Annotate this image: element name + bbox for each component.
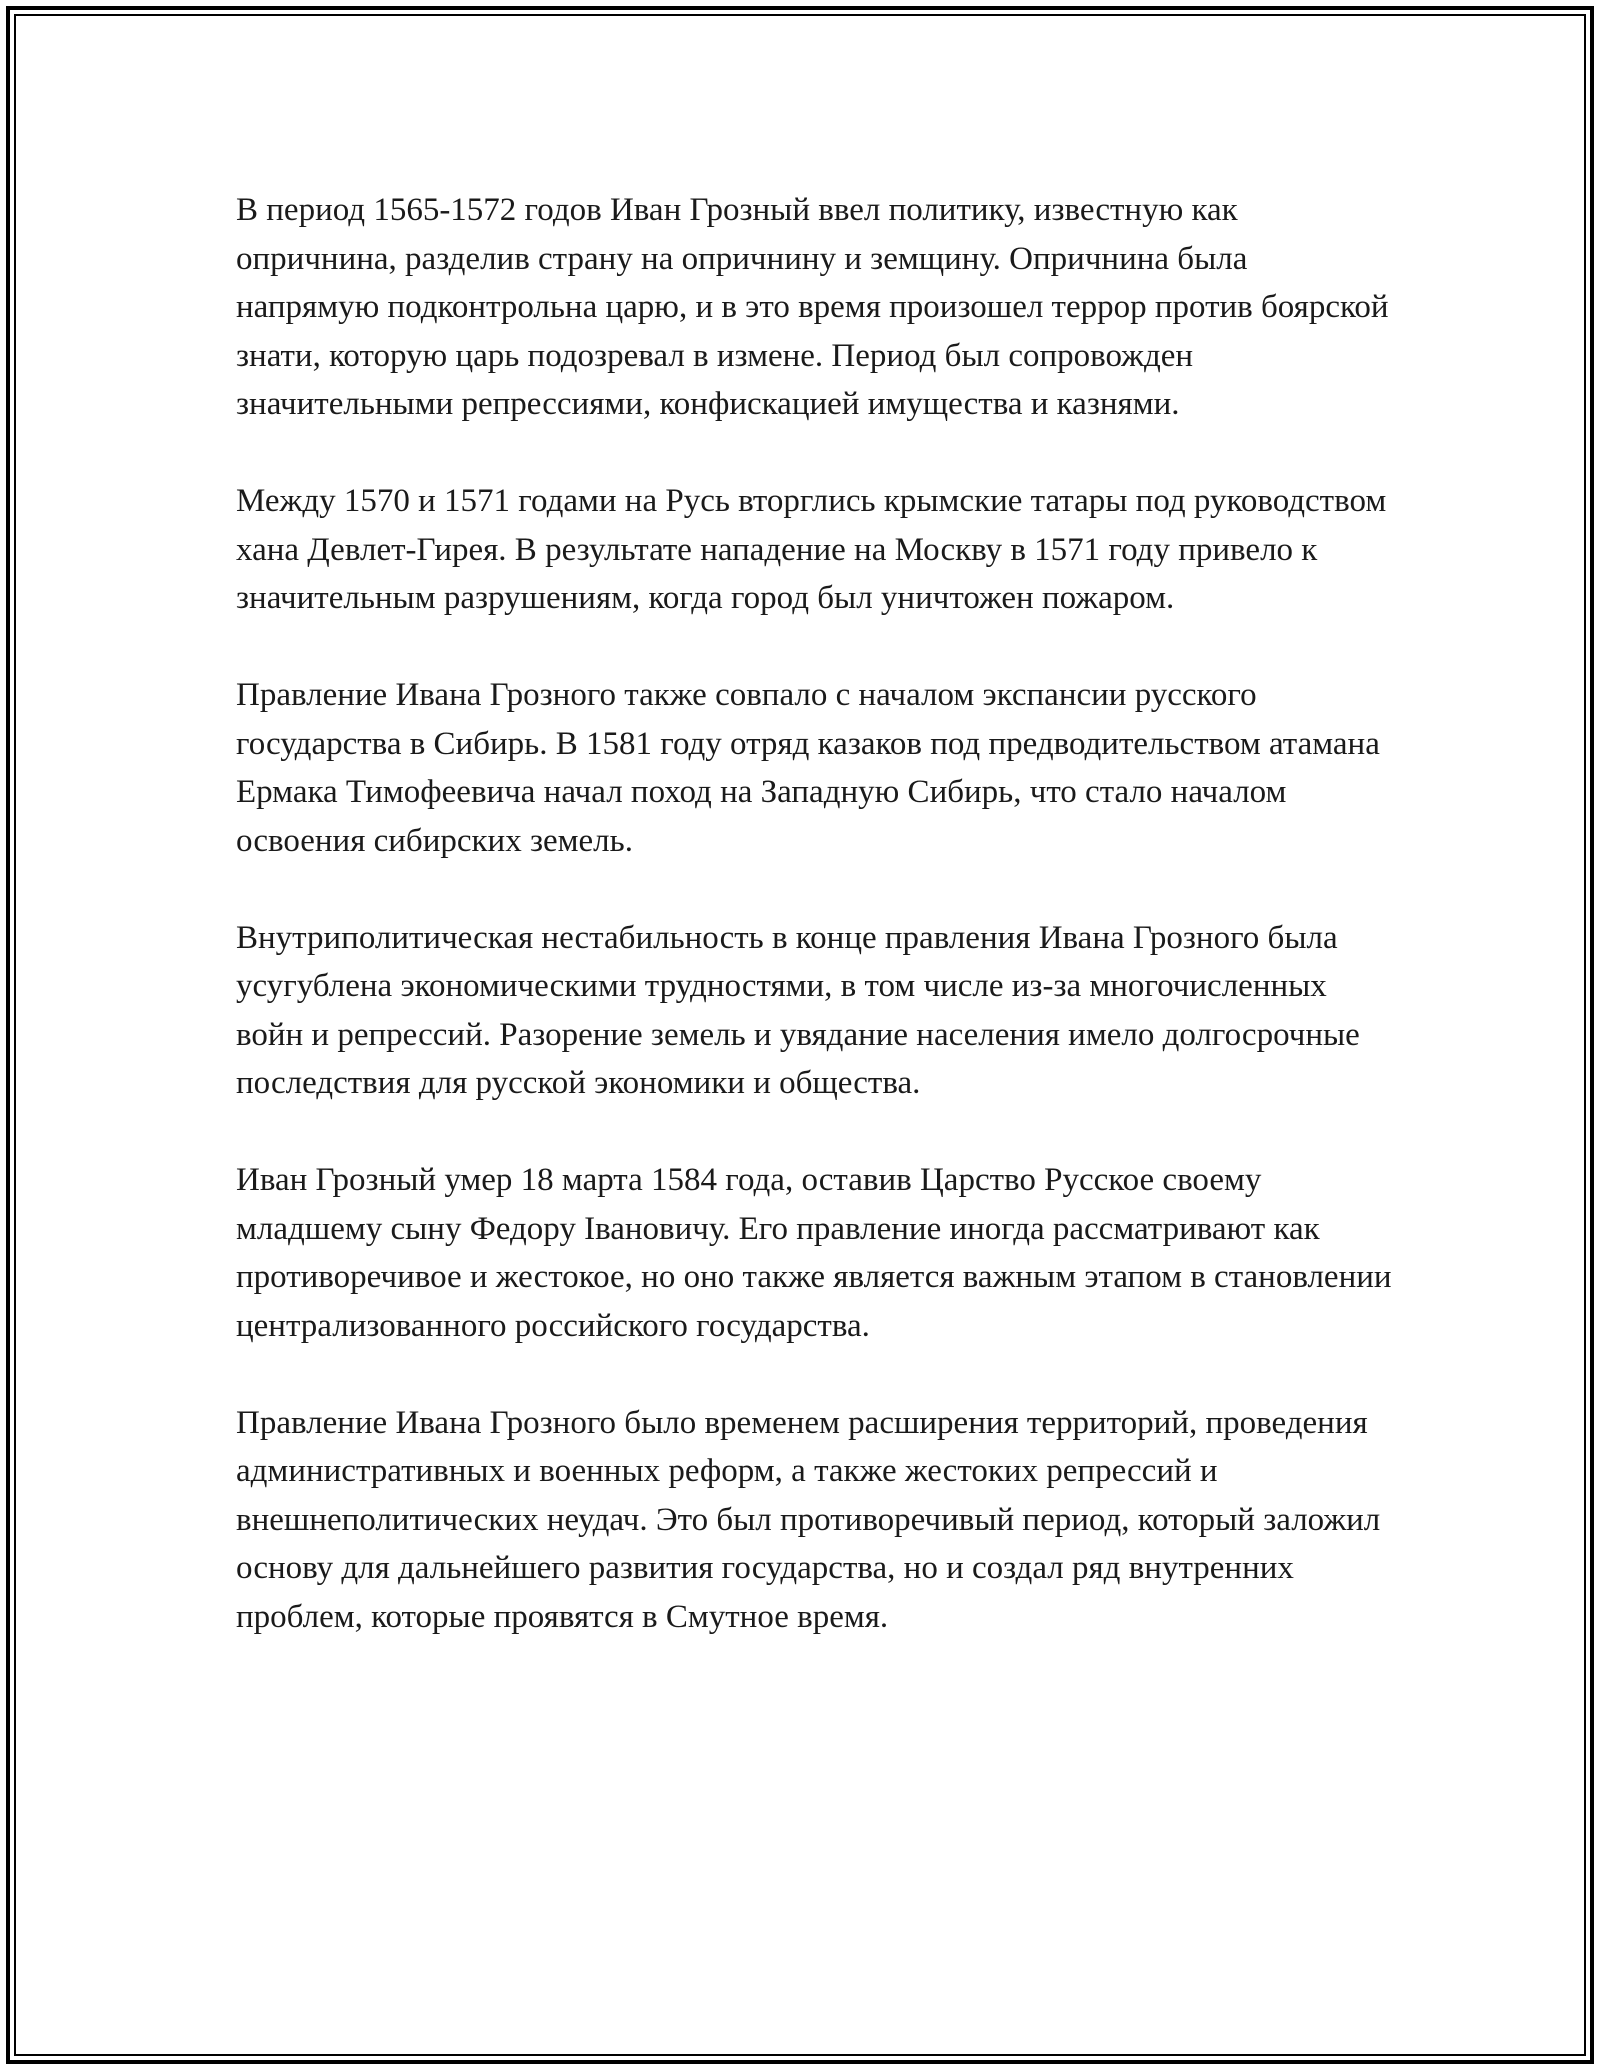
paragraph-conclusion: Правление Ивана Грозного было временем расширения территорий, проведения административных и военных реформ, а также жестоких репрессий и внешнеполитических неудач. Это был противоречивый период, который заложил основу для дальнейшего развития государства, но и создал ряд внутренних проблем, которые проявятся в Смутное время. xyxy=(236,1404,1381,1635)
paragraph-internal-instability: Внутриполитическая нестабильность в конце правления Ивана Грозного была усугублена экономическими трудностями, в том числе из-за многочисленных войн и репрессий. Разорение земель и увядание населения имело долгосрочные последствия для русской экономики и общества. xyxy=(236,919,1360,1101)
paragraph-oprichnina: В период 1565-1572 годов Иван Грозный ввел политику, известную как опричнина, разделив страну на опричнину и земщину. Опричнина была напрямую подконтрольна царю, и в это время произошел террор против боярской знати, которую царь подозревал в измене. Период был сопровожден значительными репрессиями, конфискацией имущества и казнями. xyxy=(236,192,1389,422)
document-body xyxy=(236,186,1396,1641)
paragraph-crimean-invasion: Между 1570 и 1571 годами на Русь вторглись крымские татары под руководством хана Девлет-Гирея. В результате нападение на Москву в 1571 году привело к значительным разрушениям, когда город был уничтожен пожаром. xyxy=(236,483,1387,616)
paragraph-siberia-expansion: Правление Ивана Грозного также совпало с началом экспансии русского государства в Сибирь. В 1581 году отряд казаков под предводительством атамана Ермака Тимофеевича начал поход на Западную Сибирь, что стало началом освоения сибирских земель. xyxy=(236,677,1380,859)
paragraph-death: Иван Грозный умер 18 марта 1584 года, оставив Царство Русское своему младшему сыну Федору Івановичу. Его правление иногда рассматривают как противоречивое и жестокое, но оно также является важным этапом в становлении централизованного российского государства. xyxy=(236,1162,1392,1344)
